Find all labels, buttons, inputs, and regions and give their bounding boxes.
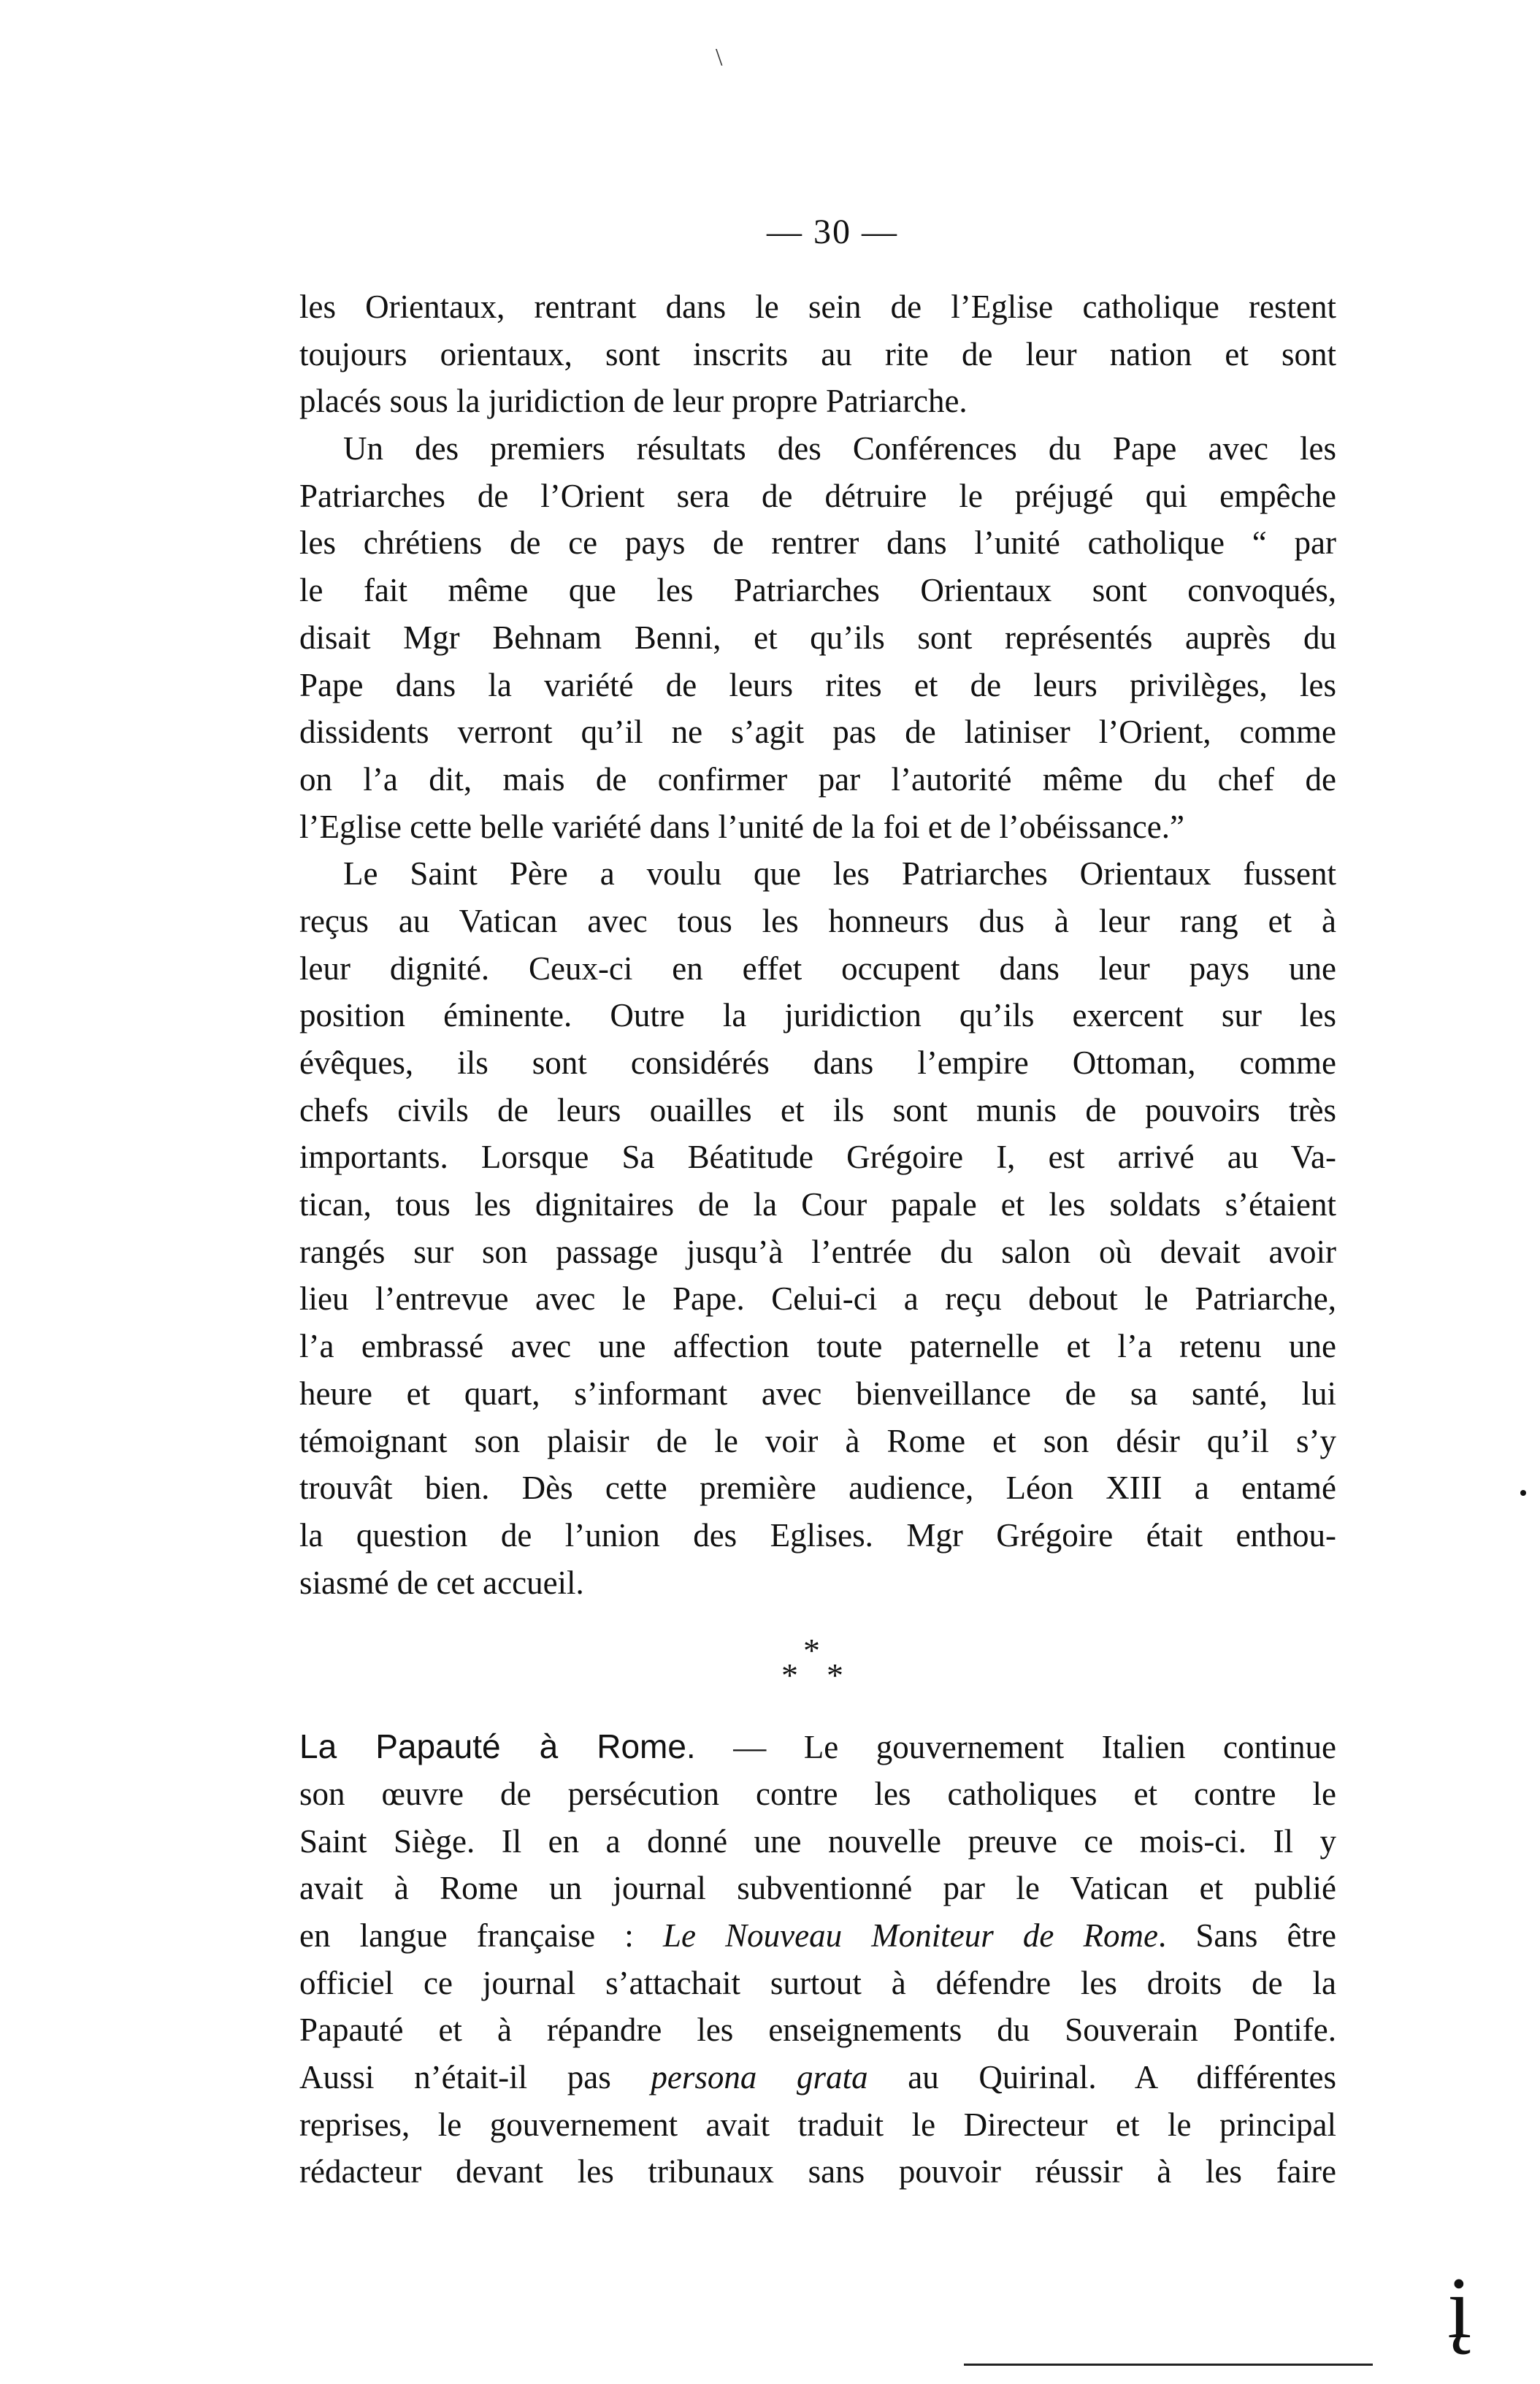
paragraph-2 (299, 425, 1336, 850)
journal-title: Le Nouveau Moniteur de Rome (662, 1917, 1158, 1954)
asterisk-icon: * (781, 1657, 798, 1695)
text-line: siasmé de cet accueil. (299, 1564, 584, 1601)
text-line: reprises, le gouvernement avait traduit le Directeur et le principal (299, 2106, 1336, 2143)
asterisk-icon: * (827, 1657, 843, 1695)
text-line: rédacteur devant les tribunaux sans pouvoir réussir à les faire (299, 2153, 1336, 2190)
text-line: lieu l’entrevue avec le Pape. Celui-ci a reçu debout le Patriarche, (299, 1280, 1336, 1318)
asterisk-icon: * (803, 1632, 820, 1670)
asterism-separator (299, 1606, 1336, 1723)
paragraph-3 (299, 850, 1336, 1606)
text-line: leur dignité. Ceux-ci en effet occupent dans leur pays une (299, 950, 1336, 987)
text-line: Le Saint Père a voulu que les Patriarches Orientaux fussent (343, 855, 1336, 893)
text-line: les chrétiens de ce pays de rentrer dans l’unité catholique “ par (299, 524, 1336, 562)
text-line: chefs civils de leurs ouailles et ils sont munis de pouvoirs très (299, 1091, 1336, 1128)
text-line: évêques, ils sont considérés dans l’empire Ottoman, comme (299, 1044, 1336, 1081)
text-line: Papauté et à répandre les enseignements du Souverain Pontife. (299, 2011, 1336, 2049)
text-line: le fait même que les Patriarches Orientaux sont convoqués, (299, 572, 1336, 609)
text-line: officiel ce journal s’attachait surtout à défendre les droits de la (299, 1964, 1336, 2001)
text-line: l’a embrassé avec une affection toute paternelle et l’a retenu une (299, 1328, 1336, 1365)
journal-title-line (299, 1912, 1336, 1960)
text-line: tican, tous les dignitaires de la Cour papale et les soldats s’étaient (299, 1186, 1336, 1223)
section-first-line (299, 1723, 1336, 1770)
text-line: la question de l’union des Eglises. Mgr Grégoire était enthou- (299, 1516, 1336, 1554)
text-line: Patriarches de l’Orient sera de détruire le préjugé qui empêche (299, 477, 1336, 514)
text-line: toujours orientaux, sont inscrits au rite de leur nation et sont (299, 335, 1336, 372)
page-number: — 30 — (767, 213, 898, 251)
paragraph-1 (299, 283, 1336, 425)
section-heading-rest: — Le gouvernement Italien continue (695, 1729, 1336, 1766)
body-text (299, 283, 1336, 2196)
persona-line (299, 2054, 1336, 2101)
corner-glyph: į (1447, 2259, 1472, 2356)
text-line: heure et quart, s’informant avec bienveillance de sa santé, lui (299, 1375, 1336, 1412)
text-line: reçus au Vatican avec tous les honneurs dus à leur rang et à (299, 902, 1336, 939)
persona-phrase: persona grata (651, 2059, 868, 2096)
text-line: rangés sur son passage jusqu’à l’entrée du salon où devait avoir (299, 1233, 1336, 1270)
text-line: Pape dans la variété de leurs rites et de leurs privilèges, les (299, 666, 1336, 703)
journal-line-suffix: . Sans être (1157, 1917, 1336, 1954)
journal-line-prefix: en langue française : (299, 1917, 663, 1954)
text-line: Un des premiers résultats des Conférences du Pape avec les (343, 430, 1336, 467)
text-line: avait à Rome un journal subventionné par le Vatican et publié (299, 1870, 1336, 1907)
text-line: position éminente. Outre la juridiction qu’ils exercent sur les (299, 997, 1336, 1034)
text-line: dissidents verront qu’il ne s’agit pas de latiniser l’Orient, comme (299, 714, 1336, 751)
section-papacy (299, 1723, 1336, 2196)
text-line: Saint Siège. Il en a donné une nouvelle preuve ce mois-ci. Il y (299, 1822, 1336, 1860)
text-line: son œuvre de persécution contre les catholiques et contre le (299, 1775, 1336, 1812)
top-mark: \ (716, 44, 723, 71)
text-line: placés sous la juridiction de leur propre Patriarche. (299, 383, 968, 420)
persona-line-prefix: Aussi n’était-il pas (299, 2059, 651, 2096)
text-line: disait Mgr Behnam Benni, et qu’ils sont représentés auprès du (299, 619, 1336, 656)
margin-dot (1520, 1490, 1526, 1496)
footer-rule (964, 2364, 1373, 2366)
text-line: on l’a dit, mais de confirmer par l’autorité même du chef de (299, 760, 1336, 798)
text-line: l’Eglise cette belle variété dans l’unité de la foi et de l’obéissance.” (299, 808, 1184, 845)
persona-line-suffix: au Quirinal. A différentes (867, 2059, 1336, 2096)
text-line: importants. Lorsque Sa Béatitude Grégoire I, est arrivé au Va- (299, 1139, 1336, 1176)
section-heading: La Papauté à Rome. (299, 1727, 696, 1766)
text-line: témoignant son plaisir de le voir à Rome et son désir qu’il s’y (299, 1422, 1336, 1459)
text-line: les Orientaux, rentrant dans le sein de l’Eglise catholique restent (299, 289, 1336, 325)
text-line: trouvât bien. Dès cette première audience, Léon XIII a entamé (299, 1470, 1336, 1507)
